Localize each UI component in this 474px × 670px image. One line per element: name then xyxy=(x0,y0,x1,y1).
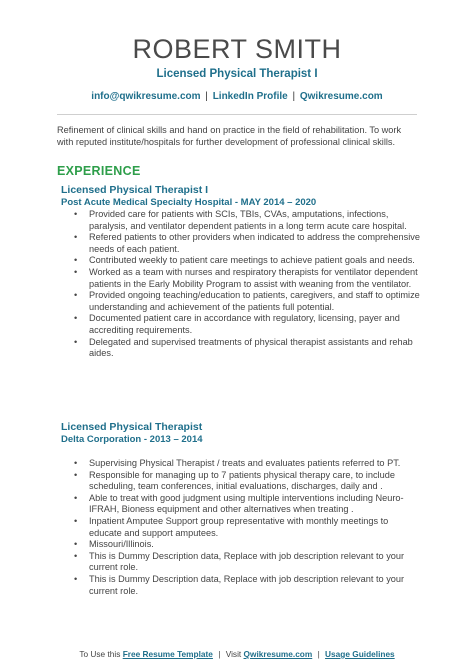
list-item: • Inpatient Amputee Support group representative with monthly meetings to educate and support amputees. xyxy=(61,516,421,539)
list-item: • Provided ongoing teaching/education to patients, caregivers, and staff to optimize understanding and achievement of the patients full potential. xyxy=(61,290,421,313)
list-item: • Responsible for managing up to 7 patients physical therapy care, to include scheduling, team conferences, initial evaluations, discharges, daily and . xyxy=(61,470,421,493)
company-name: Post Acute Medical Specialty Hospital xyxy=(61,197,233,208)
company-name: Delta Corporation xyxy=(61,434,142,445)
free-template-link[interactable]: Free Resume Template xyxy=(122,649,213,659)
job-entry-2 xyxy=(61,421,421,597)
list-item: • Missouri/Illinois. xyxy=(61,539,421,551)
usage-guidelines-link[interactable]: Usage Guidelines xyxy=(325,649,395,659)
contact-line xyxy=(0,91,474,102)
job-entry-1 xyxy=(61,184,421,360)
footer-prefix: To Use this xyxy=(79,649,121,659)
linkedin-link[interactable]: LinkedIn Profile xyxy=(212,91,288,102)
list-item: • Worked as a team with nurses and respiratory therapists for ventilator dependent patients in the Early Mobility Program to assist with weaning from the ventilator. xyxy=(61,267,421,290)
job-title: Licensed Physical Therapist xyxy=(61,421,203,433)
resume-job-title: Licensed Physical Therapist I xyxy=(156,68,318,80)
list-item: • Delegated and supervised treatments of physical therapist assistants and rehab aides. xyxy=(61,337,421,360)
qwikresume-link[interactable]: Qwikresume.com xyxy=(243,649,313,659)
job-bullet-list xyxy=(61,458,421,597)
contact-separator: | xyxy=(205,91,208,102)
job-company-line xyxy=(61,434,421,446)
list-item: • Documented patient care in accordance with regulatory, licensing, payer and accrediting requirements. xyxy=(61,313,421,336)
footer-visit: Visit xyxy=(225,649,242,659)
list-item: • Supervising Physical Therapist / treats and evaluates patients referred to PT. xyxy=(61,458,421,470)
job-dates: - MAY 2014 – 2020 xyxy=(232,197,317,208)
job-bullet-list xyxy=(61,209,421,360)
list-item: • This is Dummy Description data, Replace with job description relevant to your current role. xyxy=(61,551,421,574)
website-link[interactable]: Qwikresume.com xyxy=(299,91,383,102)
list-item: • This is Dummy Description data, Replace with job description relevant to your current role. xyxy=(61,574,421,597)
job-title: Licensed Physical Therapist I xyxy=(61,184,209,196)
email-link[interactable]: info@qwikresume.com xyxy=(91,91,201,102)
list-item: • Refered patients to other providers when indicated to address the comprehensive needs of each patient. xyxy=(61,232,421,255)
experience-heading: EXPERIENCE xyxy=(57,164,141,178)
list-item: • Provided care for patients with SCIs, TBIs, CVAs, amputations, infections, paralysis, and ventilator dependent patients in a long term acute care hospital. xyxy=(61,209,421,232)
footer-separator: | xyxy=(317,649,320,659)
footer-separator: | xyxy=(218,649,221,659)
contact-separator: | xyxy=(292,91,296,102)
list-item: • Able to treat with good judgment using multiple interventions including Neuro- IFRAH, Bioness equipment and other alternatives when treating . xyxy=(61,493,421,516)
summary-paragraph: Refinement of clinical skills and hand on practice in the field of rehabilitation. To work with reputed institute/hospitals for further development of professional clinical skills. xyxy=(57,125,402,147)
resume-name: ROBERT SMITH xyxy=(132,34,342,64)
footer xyxy=(0,649,474,659)
list-item: • Contributed weekly to patient care meetings to achieve patient goals and needs. xyxy=(61,255,421,267)
job-company-line xyxy=(61,197,421,209)
header-divider xyxy=(57,114,417,115)
job-dates: - 2013 – 2014 xyxy=(141,434,203,445)
